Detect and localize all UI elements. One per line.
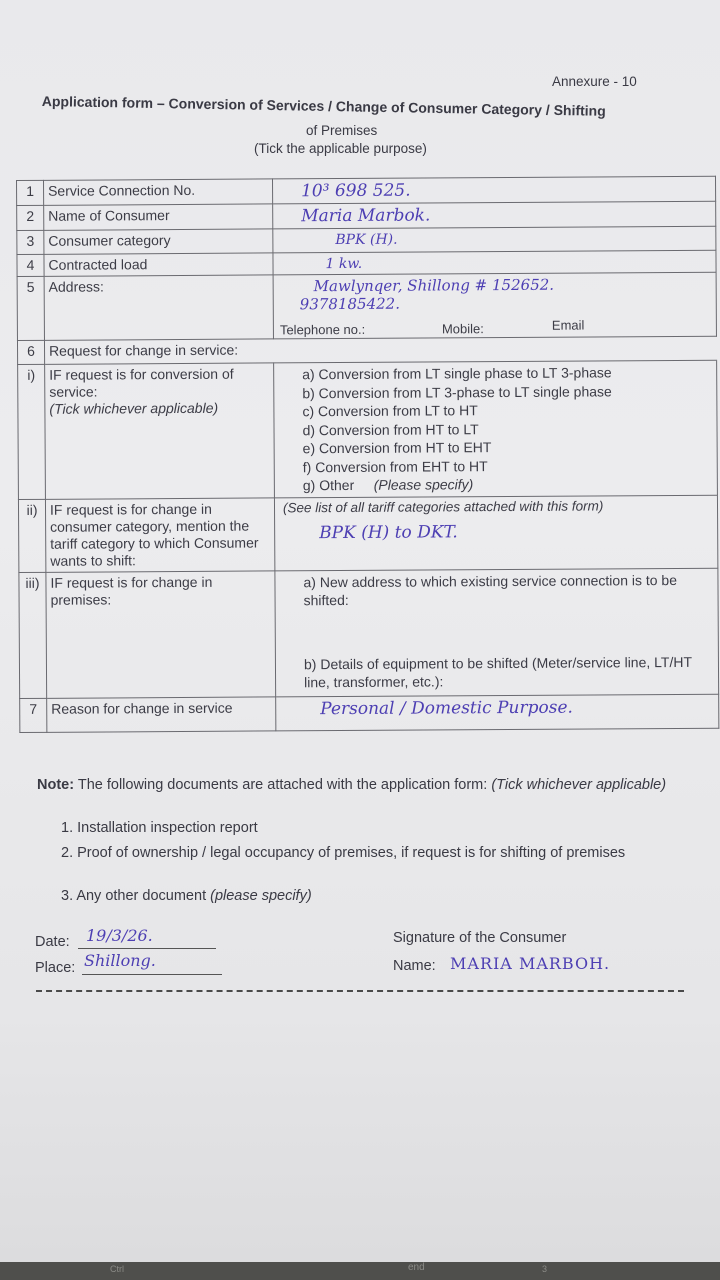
telephone-label: Telephone no.: [279, 321, 366, 338]
end-key: end [408, 1262, 425, 1273]
name-value[interactable]: MARIA MARBOH. [450, 954, 611, 973]
place-label: Place: [35, 960, 76, 976]
row-contracted-load: 4 Contracted load 1 kw. [17, 250, 716, 276]
address-value: Mawlynqer, Shillong # 152652. [313, 275, 555, 296]
row-address: 5 Address: Mawlynqer, Shillong # 152652. 9378185422. Telephone no.: Mobile: Email [17, 272, 716, 340]
form-title-line2: of Premises [306, 123, 378, 138]
date-line [78, 948, 216, 949]
date-value[interactable]: 19/3/26. [86, 926, 153, 945]
annexure-label: Annexure - 10 [552, 74, 637, 89]
new-address-option[interactable]: a) New address to which existing service connection is to be shifted: [303, 571, 678, 608]
tariff-list-note: (See list of all tariff categories attached with this form) [282, 497, 604, 515]
conversion-label: IF request is for conversion of service: [49, 365, 234, 400]
conversion-option[interactable]: f) Conversion from EHT to HT [302, 457, 488, 475]
date-label: Date: [35, 934, 70, 950]
equipment-option[interactable]: b) Details of equipment to be shifted (Meter/service line, LT/HT line, transformer, etc.): [303, 653, 692, 690]
reason-field[interactable] [276, 694, 719, 731]
row-reason: 7 Reason for change in service Personal / Domestic Purpose. [20, 694, 719, 732]
premises-change-label: IF request is for change in premises: [46, 570, 276, 697]
conversion-note: (Tick whichever applicable) [49, 399, 219, 417]
form-subtitle: (Tick the applicable purpose) [254, 141, 427, 156]
contracted-load-field[interactable] [273, 250, 716, 275]
note-item: 2. Proof of ownership / legal occupancy of premises, if request is for shifting of premises [61, 845, 626, 861]
row-premises-change: iii) IF request is for change in premises: a) New address to which existing service connection is to be shifted: b) Details of equipment to be shifted (Meter/service line, LT/HT line, transformer, etc.): [19, 568, 719, 698]
service-connection-label: Service Connection No. [44, 179, 273, 205]
conversion-option[interactable]: a) Conversion from LT single phase to LT 3-phase [302, 364, 612, 383]
conversion-option-other[interactable]: g) Other (Please specify) [302, 476, 474, 494]
row-request-change: 6 Request for change in service: [17, 336, 716, 364]
name-label: Name: [393, 958, 436, 974]
phone-value: 9378185422. [299, 294, 401, 314]
row-consumer-category: 3 Consumer category BPK (H). [17, 226, 716, 254]
mobile-label: Mobile: [441, 321, 484, 337]
category-change-label: IF request is for change in consumer category, mention the tariff category to which Consumer wants to shift: [45, 497, 274, 571]
place-line [82, 974, 222, 975]
note-paragraph: Note: The following documents are attached with the application form: (Tick whichever applicable) [37, 777, 667, 793]
reason-value: Personal / Domestic Purpose. [320, 697, 573, 719]
note-item: 3. Any other document (please specify) [61, 888, 312, 904]
email-label: Email [551, 317, 585, 333]
reason-label: Reason for change in service [47, 696, 276, 731]
application-table [16, 176, 719, 733]
address-field[interactable] [273, 272, 716, 339]
consumer-name-value: Maria Marbok. [301, 205, 431, 227]
consumer-category-field[interactable] [273, 226, 716, 253]
cut-line [36, 990, 684, 992]
ctrl-key: Ctrl [110, 1264, 124, 1274]
contracted-load-label: Contracted load [44, 253, 273, 276]
row-category-change: ii) IF request is for change in consumer category, mention the tariff category to which Consumer wants to shift: (See list of all tariff categories attached with this form) BPK (H) to DKT. [18, 495, 717, 572]
service-connection-field[interactable] [272, 176, 715, 204]
three-key: 3 [542, 1264, 548, 1274]
row-consumer-name: 2 Name of Consumer Maria Marbok. [17, 201, 716, 230]
contracted-load-value: 1 kw. [325, 255, 363, 273]
row-conversion: i) IF request is for conversion of service: (Tick whichever applicable) a) Conversion from LT single phase to LT 3-phase b) Conversion from LT 3-phase to LT single phase c) Conversion from LT to HT d) Conversion from HT to LT e) Conversion from HT to EHT f) Conversion from EHT to HT g) Other (Please specify) [18, 360, 718, 499]
address-label: Address: [44, 275, 273, 340]
row-service-connection: 1 Service Connection No. 10³ 698 525. [17, 176, 716, 205]
keyboard-edge [0, 1262, 720, 1280]
consumer-name-label: Name of Consumer [44, 204, 273, 230]
form-title: Application form – Conversion of Services / Change of Consumer Category / Shifting [41, 93, 606, 119]
note-item: 1. Installation inspection report [61, 820, 258, 836]
category-change-value: BPK (H) to DKT. [319, 521, 458, 543]
signature-label: Signature of the Consumer [393, 930, 567, 946]
consumer-category-value: BPK (H). [335, 231, 398, 249]
category-change-field[interactable] [274, 495, 717, 571]
conversion-option[interactable]: b) Conversion from LT 3-phase to LT single phase [302, 382, 612, 401]
conversion-option[interactable]: c) Conversion from LT to HT [302, 402, 478, 420]
conversion-option[interactable]: e) Conversion from HT to EHT [302, 439, 492, 457]
consumer-name-field[interactable] [273, 201, 716, 229]
request-change-label: Request for change in service: [44, 336, 716, 364]
consumer-category-label: Consumer category [44, 229, 273, 254]
place-value[interactable]: Shillong. [84, 951, 156, 970]
conversion-option[interactable]: d) Conversion from HT to LT [302, 420, 479, 438]
service-connection-value: 10³ 698 525. [301, 180, 411, 202]
